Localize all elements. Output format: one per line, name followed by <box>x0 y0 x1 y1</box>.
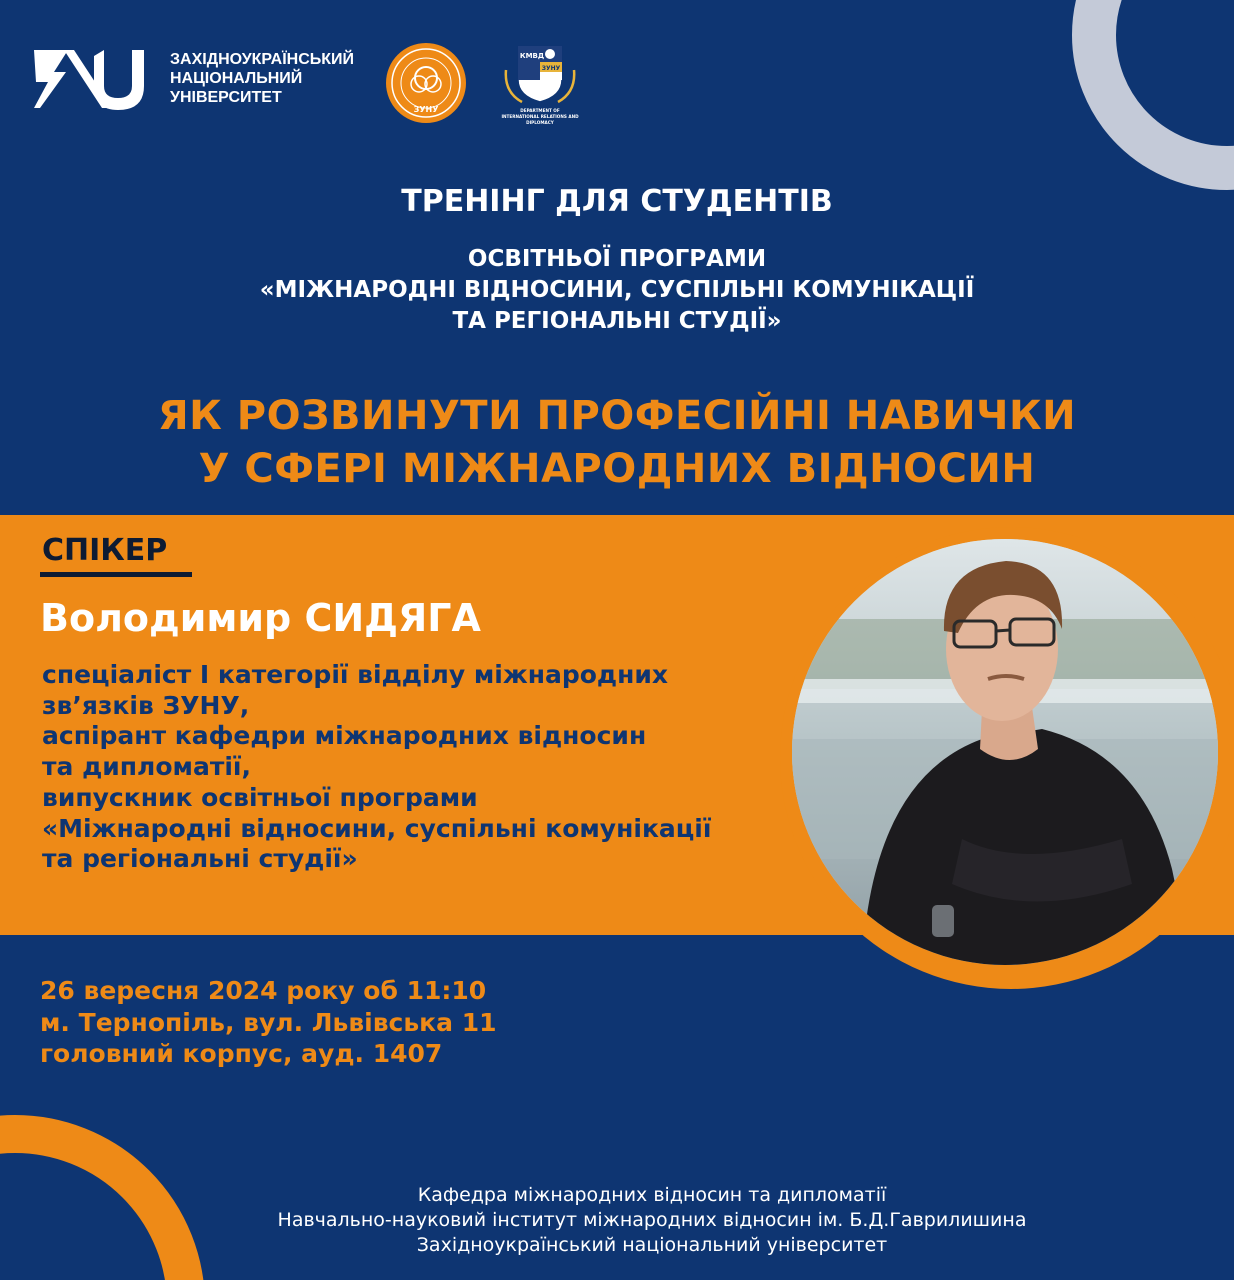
seal-text: ЗУНУ <box>413 105 439 114</box>
program-title: ОСВІТНЬОЇ ПРОГРАМИ «МІЖНАРОДНІ ВІДНОСИНИ, СУСПІЛЬНІ КОМУНІКАЦІЇ ТА РЕГІОНАЛЬНІ СТУДІЇ» <box>259 246 975 334</box>
speaker-bio: спеціаліст І категорії відділу міжнародних зв’язків ЗУНУ, аспірант кафедри міжнародних відносин та дипломатії, випускник освітньої програми «Міжнародні відносини, суспільні комунікації та регіональні студії» <box>42 660 712 874</box>
footer-credits: Кафедра міжнародних відносин та дипломатії Навчально-науковий інститут міжнародних відносин ім. Б.Д.Гаврилишина Західноукраїнський національний університет <box>277 1184 1027 1256</box>
decorative-ring-top <box>1072 0 1234 190</box>
university-logo <box>30 42 354 114</box>
kmvd-caption-2: INTERNATIONAL RELATIONS AND <box>501 114 579 119</box>
topic-title: ЯК РОЗВИНУТИ ПРОФЕСІЙНІ НАВИЧКИ У СФЕРІ МІЖНАРОДНИХ ВІДНОСИН <box>157 393 1077 492</box>
training-title: ТРЕНІНГ ДЛЯ СТУДЕНТІВ <box>401 184 833 219</box>
university-name: ЗАХІДНОУКРАЇНСЬКИЙ НАЦІОНАЛЬНИЙ УНІВЕРСИТЕТ <box>170 50 355 106</box>
speaker-name: Володимир СИДЯГА <box>40 596 481 640</box>
speaker-portrait-illustration <box>792 539 1218 965</box>
decorative-ring-bottom <box>0 1115 205 1280</box>
kmvd-abbr: КМВД <box>519 52 545 60</box>
speaker-photo <box>792 539 1218 965</box>
kmvd-tag: ЗУНУ <box>541 65 561 72</box>
zu-mark-icon <box>30 42 158 114</box>
event-details: 26 вересня 2024 року об 11:10 м. Тернопіль, вул. Львівська 11 головний корпус, ауд. 1407 <box>40 976 497 1068</box>
speaker-underline <box>40 572 192 577</box>
kmvd-caption-3: DIPLOMACY <box>526 120 554 125</box>
speaker-label: СПІКЕР <box>42 533 168 568</box>
department-shield-icon <box>498 40 582 128</box>
kmvd-caption-1: DEPARTMENT OF <box>520 108 560 113</box>
university-seal-icon <box>385 42 467 124</box>
